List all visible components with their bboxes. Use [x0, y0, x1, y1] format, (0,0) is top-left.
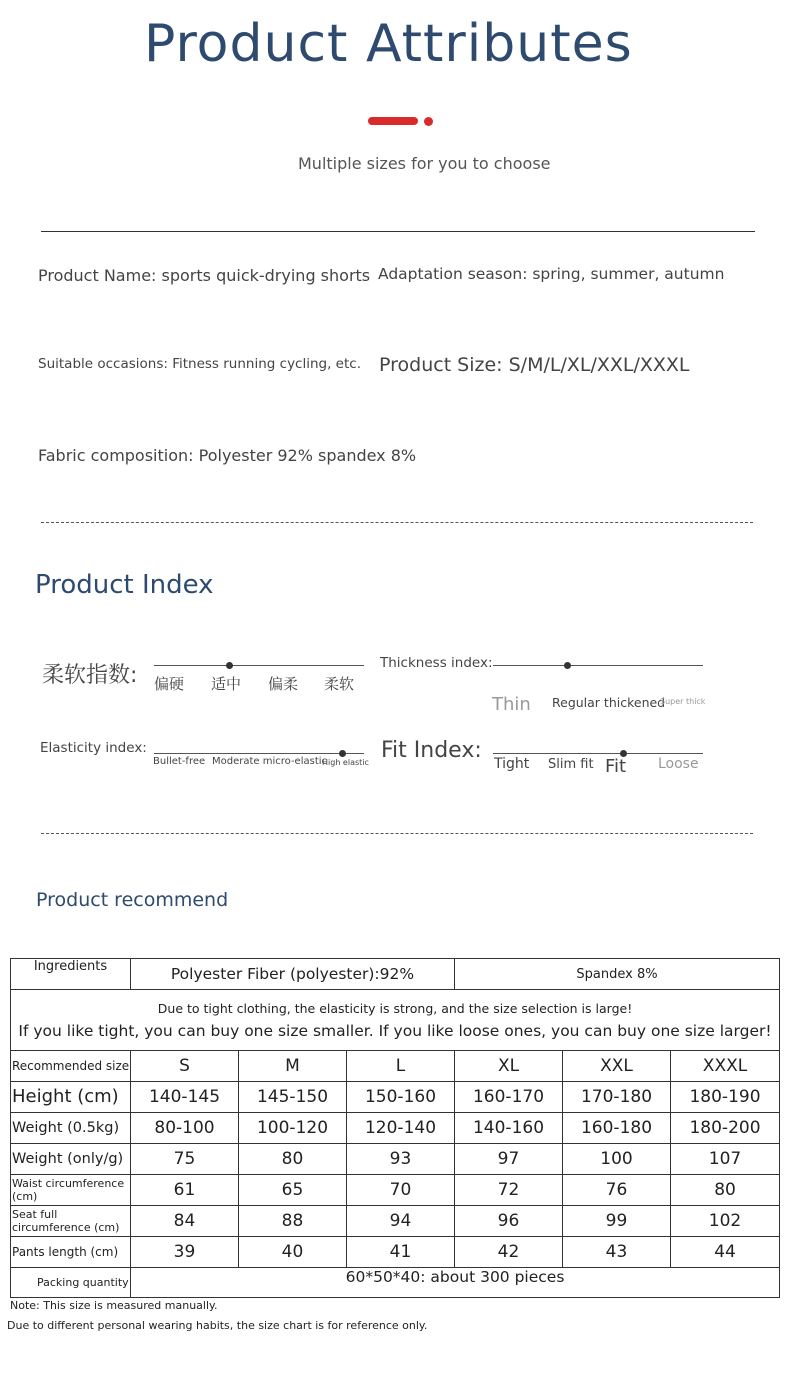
row-label-height: Height (cm) [11, 1082, 131, 1113]
section-divider [41, 231, 755, 232]
table-cell: 72 [455, 1175, 563, 1206]
attr-product-name: Product Name: sports quick-drying shorts [38, 266, 371, 285]
softness-option: 偏柔 [268, 675, 299, 693]
footnote: Note: This size is measured manually. [10, 1299, 218, 1312]
attr-size: Product Size: S/M/L/XL/XXL/XXXL [379, 354, 690, 376]
fit-option: Loose [658, 756, 699, 772]
page-subtitle: Multiple sizes for you to choose [298, 154, 551, 173]
size-label: S [131, 1051, 239, 1082]
table-cell: 41 [347, 1237, 455, 1268]
ingredient-spandex: Spandex 8% [455, 959, 780, 990]
table-cell: 97 [455, 1144, 563, 1175]
fit-option: Fit [605, 756, 627, 777]
footnote: Due to different personal wearing habits, the size chart is for reference only. [7, 1319, 428, 1332]
softness-scale [154, 665, 364, 666]
table-cell: 100 [563, 1144, 671, 1175]
packing-label: Packing quantity [11, 1268, 131, 1298]
table-row [11, 1144, 780, 1175]
thickness-option: Super thick [660, 697, 706, 706]
table-cell: 88 [239, 1206, 347, 1237]
thickness-scale [493, 665, 703, 666]
attr-occasions: Suitable occasions: Fitness running cycling, etc. [38, 356, 361, 372]
advice-line: If you like tight, you can buy one size smaller. If you like loose ones, you can buy one size larger! [18, 1021, 772, 1040]
table-cell: 170-180 [563, 1082, 671, 1113]
fit-option: Slim fit [548, 757, 594, 772]
table-cell: 99 [563, 1206, 671, 1237]
dashed-divider [41, 522, 753, 523]
size-header: Recommended size [11, 1051, 131, 1082]
table-cell: 94 [347, 1206, 455, 1237]
table-cell: 70 [347, 1175, 455, 1206]
attr-fabric: Fabric composition: Polyester 92% spandex 8% [38, 446, 417, 465]
table-row [11, 1268, 780, 1298]
table-cell: 120-140 [347, 1113, 455, 1144]
title-accent-bar [368, 117, 418, 125]
table-cell: 42 [455, 1237, 563, 1268]
elasticity-indicator [339, 750, 346, 757]
elasticity-option: High elastic [322, 758, 369, 767]
ingredient-polyester: Polyester Fiber (polyester):92% [131, 959, 455, 990]
table-cell: 140-145 [131, 1082, 239, 1113]
row-label-waist: Waist circumference (cm) [11, 1175, 131, 1206]
elasticity-label: Elasticity index: [40, 740, 147, 756]
thickness-label: Thickness index: [380, 655, 493, 671]
dashed-divider [41, 833, 753, 834]
row-label-length: Pants length (cm) [11, 1237, 131, 1268]
table-cell: 145-150 [239, 1082, 347, 1113]
softness-option: 柔软 [324, 675, 355, 693]
table-cell: 180-200 [671, 1113, 780, 1144]
elasticity-scale [154, 753, 364, 754]
packing-value: 60*50*40: about 300 pieces [131, 1268, 780, 1298]
title-accent-dot [424, 117, 433, 126]
softness-label: 柔软指数: [42, 663, 138, 688]
ingredients-label: Ingredients [11, 959, 131, 990]
size-chart-table [10, 958, 780, 1298]
table-cell: 160-180 [563, 1113, 671, 1144]
table-row [11, 1175, 780, 1206]
row-label-seat: Seat full circumference (cm) [11, 1206, 131, 1237]
table-row [11, 1082, 780, 1113]
table-cell: 80 [239, 1144, 347, 1175]
table-cell: 80-100 [131, 1113, 239, 1144]
table-cell: 93 [347, 1144, 455, 1175]
table-cell: 76 [563, 1175, 671, 1206]
advice-cell [11, 990, 780, 1051]
row-label-item-weight: Weight (only/g) [11, 1144, 131, 1175]
thickness-indicator [564, 662, 571, 669]
table-cell: 43 [563, 1237, 671, 1268]
softness-indicator [226, 662, 233, 669]
table-cell: 96 [455, 1206, 563, 1237]
table-row [11, 1113, 780, 1144]
softness-option: 偏硬 [154, 675, 185, 693]
table-row [11, 959, 780, 990]
softness-option: 适中 [211, 675, 242, 693]
row-label-weight: Weight (0.5kg) [11, 1113, 131, 1144]
table-cell: 150-160 [347, 1082, 455, 1113]
index-title: Product Index [35, 570, 214, 600]
elasticity-option: Bullet-free [153, 756, 206, 767]
advice-line: Due to tight clothing, the elasticity is strong, and the size selection is large! [157, 1000, 633, 1016]
fit-scale [493, 753, 703, 754]
table-cell: 107 [671, 1144, 780, 1175]
fit-option: Tight [494, 756, 530, 772]
size-label: L [347, 1051, 455, 1082]
table-cell: 140-160 [455, 1113, 563, 1144]
table-cell: 61 [131, 1175, 239, 1206]
table-cell: 180-190 [671, 1082, 780, 1113]
table-row [11, 1237, 780, 1268]
table-cell: 44 [671, 1237, 780, 1268]
size-label: XXXL [671, 1051, 780, 1082]
attr-season: Adaptation season: spring, summer, autumn [378, 265, 725, 283]
table-cell: 75 [131, 1144, 239, 1175]
table-cell: 160-170 [455, 1082, 563, 1113]
table-cell: 102 [671, 1206, 780, 1237]
table-row [11, 990, 780, 1051]
recommend-title: Product recommend [36, 889, 229, 911]
table-cell: 84 [131, 1206, 239, 1237]
table-cell: 65 [239, 1175, 347, 1206]
table-cell: 39 [131, 1237, 239, 1268]
table-row [11, 1051, 780, 1082]
elasticity-option: Moderate micro-elastic [212, 756, 328, 767]
page-title: Product Attributes [144, 14, 633, 74]
size-label: XXL [563, 1051, 671, 1082]
table-row [11, 1206, 780, 1237]
table-cell: 40 [239, 1237, 347, 1268]
size-label: XL [455, 1051, 563, 1082]
table-cell: 80 [671, 1175, 780, 1206]
thickness-option: Regular thickened [552, 695, 666, 710]
table-cell: 100-120 [239, 1113, 347, 1144]
size-label: M [239, 1051, 347, 1082]
thickness-option: Thin [492, 694, 531, 715]
fit-label: Fit Index: [381, 738, 482, 763]
